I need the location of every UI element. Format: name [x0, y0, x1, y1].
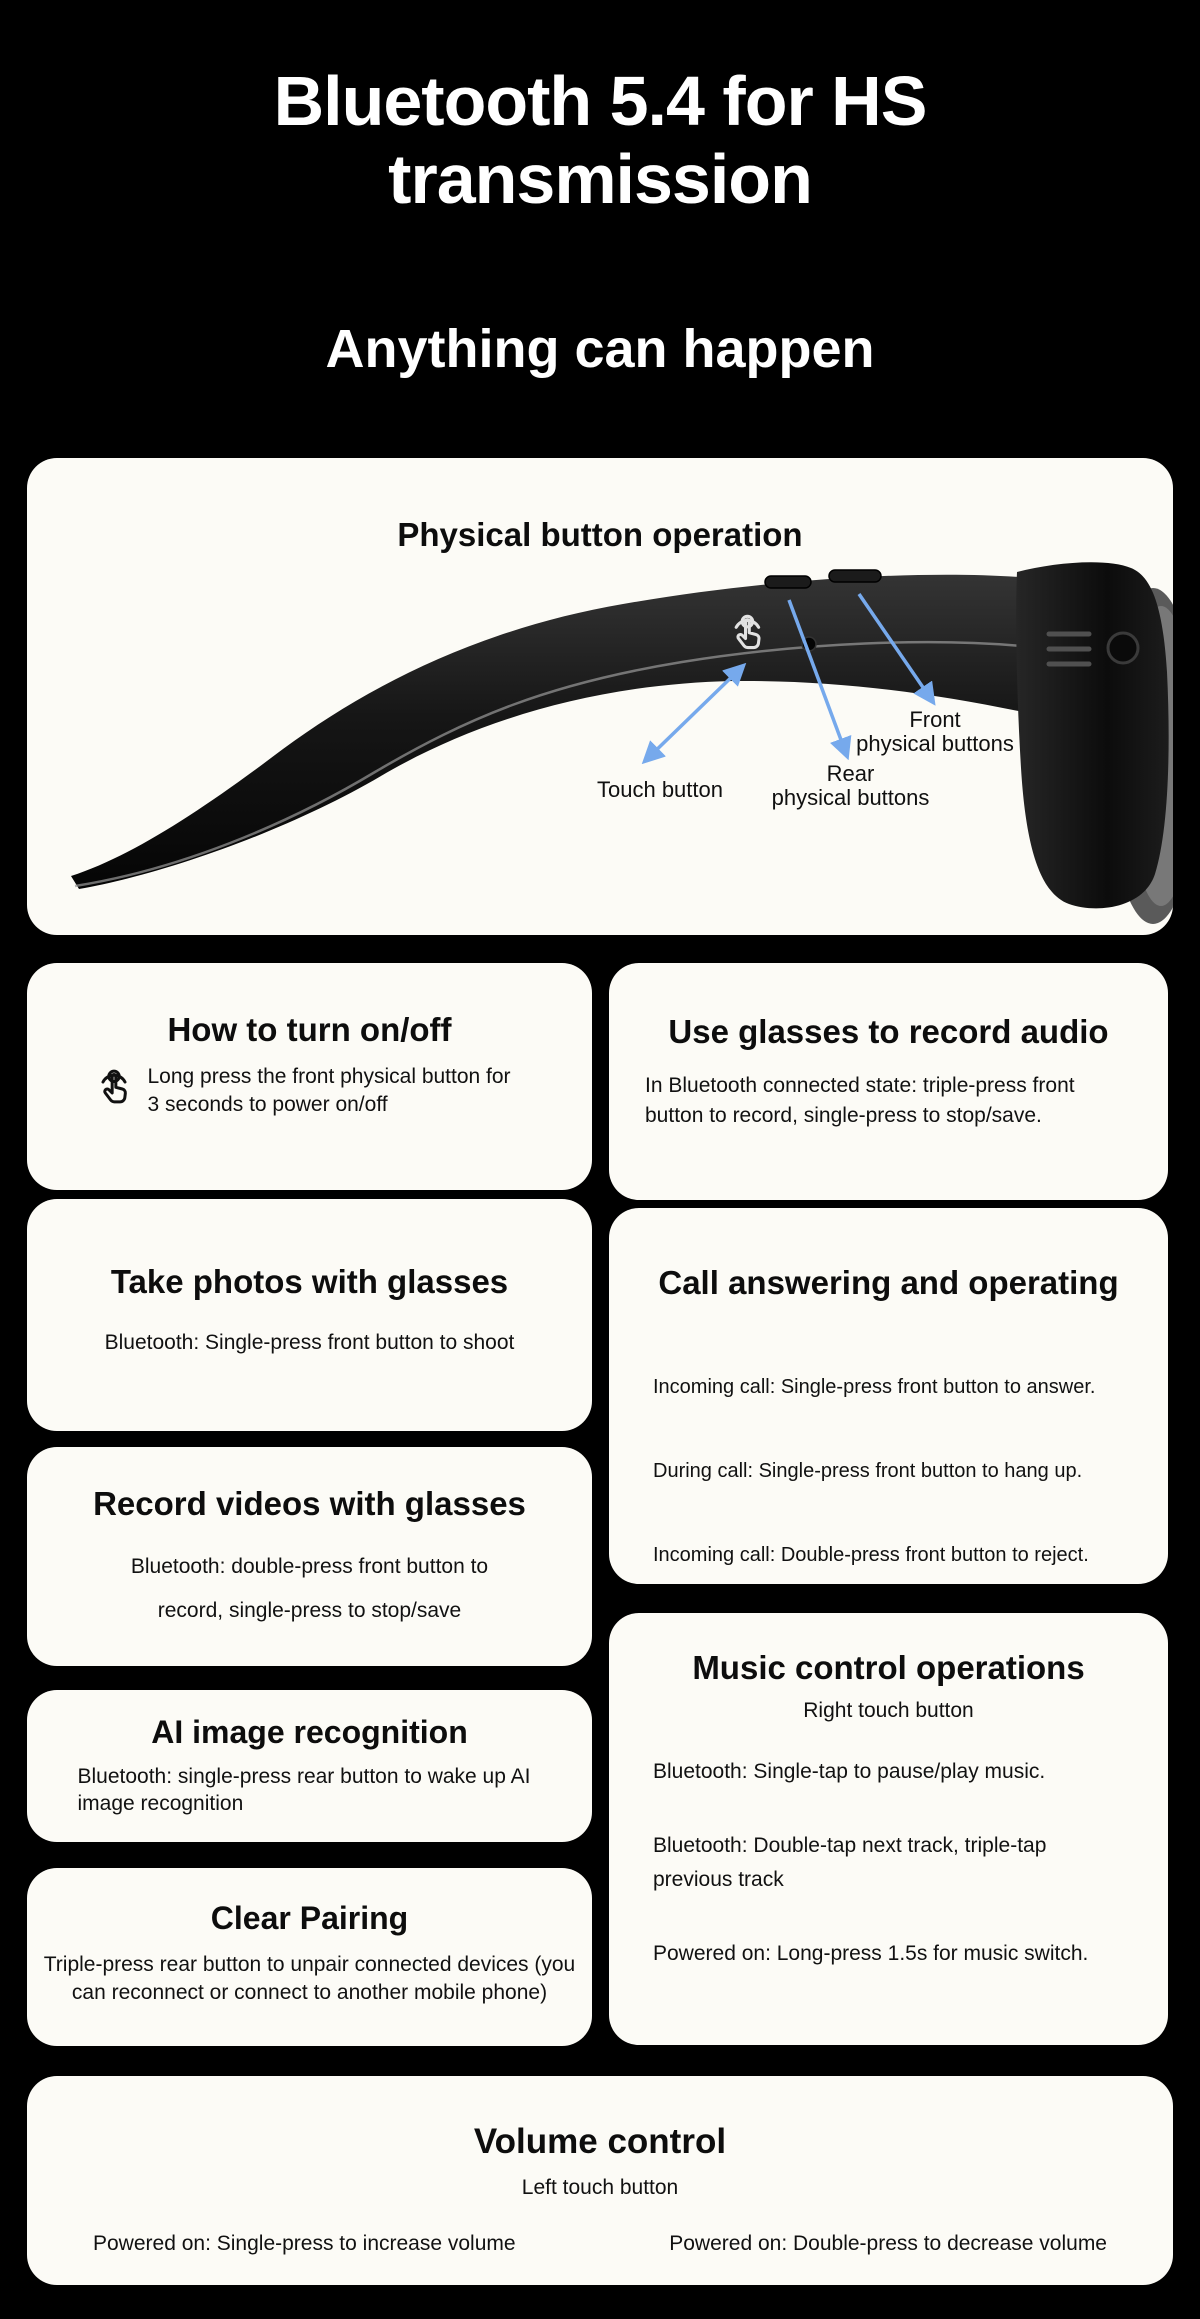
card-physical-button-operation — [27, 458, 1173, 935]
photo-card-title: Take photos with glasses — [110, 1263, 509, 1300]
volume-card-subtitle: Left touch button — [521, 2176, 679, 2199]
call-line-answer: Incoming call: Single-press front button to answer. — [653, 1376, 1096, 1398]
physical-card-title: Physical button operation — [397, 516, 803, 553]
music-line-next-prev: Bluetooth: Double-tap next track, triple-tap previous track — [653, 1834, 1047, 1891]
music-card-title: Music control operations — [692, 1649, 1085, 1686]
call-card-title: Call answering and operating — [658, 1264, 1119, 1301]
rear-buttons-label-line2: physical buttons — [771, 785, 930, 810]
audio-card-title: Use glasses to record audio — [668, 1013, 1109, 1050]
card-take-photos — [27, 1199, 592, 1431]
power-card-body: Long press the front physical button for 3 seconds to power on/off — [147, 1065, 511, 1116]
frame-front-shape — [1016, 562, 1168, 908]
volume-card-row — [27, 2232, 1173, 2256]
card-volume-control — [27, 2076, 1173, 2285]
video-card-title: Record videos with glasses — [93, 1485, 526, 1522]
tap-gesture-icon — [94, 1065, 134, 1105]
volume-card-title: Volume control — [473, 2122, 727, 2161]
call-card-lines — [653, 1374, 1156, 1568]
power-card-row — [27, 1063, 592, 1119]
card-how-to-turn-on-off — [27, 963, 592, 1190]
front-buttons-label-line1: Front — [909, 707, 961, 732]
music-line-pause-play: Bluetooth: Single-tap to pause/play music. — [653, 1760, 1046, 1783]
front-physical-button — [829, 570, 881, 582]
rear-buttons-label — [753, 762, 948, 810]
card-record-videos — [27, 1447, 592, 1666]
pairing-card-title: Clear Pairing — [210, 1900, 409, 1936]
camera-lens-icon — [1108, 633, 1138, 663]
ai-card-body: Bluetooth: single-press rear button to wake up AI image recognition — [77, 1765, 531, 1815]
front-buttons-label-line2: physical buttons — [856, 731, 1014, 756]
card-music-control — [609, 1613, 1168, 2045]
card-record-audio — [609, 963, 1168, 1200]
volume-increase-text: Powered on: Single-press to increase volume — [93, 2232, 516, 2255]
photo-card-body: Bluetooth: Single-press front button to shoot — [104, 1331, 515, 1354]
power-card-title: How to turn on/off — [167, 1011, 452, 1048]
card-ai-image-recognition — [27, 1690, 592, 1842]
rear-physical-button — [765, 576, 811, 588]
audio-card-body: In Bluetooth connected state: triple-press front button to record, single-press to stop/save. — [645, 1074, 1075, 1127]
front-buttons-label — [835, 708, 1035, 756]
touch-button-label: Touch button — [597, 777, 723, 802]
music-card-subtitle: Right touch button — [803, 1699, 974, 1722]
music-card-lines — [653, 1755, 1128, 1971]
music-line-switch: Powered on: Long-press 1.5s for music switch. — [653, 1942, 1089, 1965]
card-call-answering — [609, 1208, 1168, 1584]
pairing-card-body: Triple-press rear button to unpair connected devices (you can reconnect or connect to another mobile phone) — [43, 1953, 576, 2004]
card-clear-pairing — [27, 1868, 592, 2046]
call-line-reject: Incoming call: Double-press front button to reject. — [653, 1544, 1089, 1566]
volume-decrease-text: Powered on: Double-press to decrease volume — [669, 2232, 1107, 2255]
ai-card-title: AI image recognition — [151, 1714, 468, 1750]
rear-buttons-label-line1: Rear — [826, 761, 875, 786]
call-line-hangup: During call: Single-press front button to hang up. — [653, 1460, 1083, 1482]
page-subtitle: Anything can happen — [325, 319, 875, 379]
video-card-body: Bluetooth: double-press front button to record, single-press to stop/save — [130, 1555, 489, 1622]
hero — [0, 62, 1200, 218]
page-title-line2: transmission — [388, 140, 812, 218]
page-title-line1: Bluetooth 5.4 for HS — [273, 62, 927, 140]
